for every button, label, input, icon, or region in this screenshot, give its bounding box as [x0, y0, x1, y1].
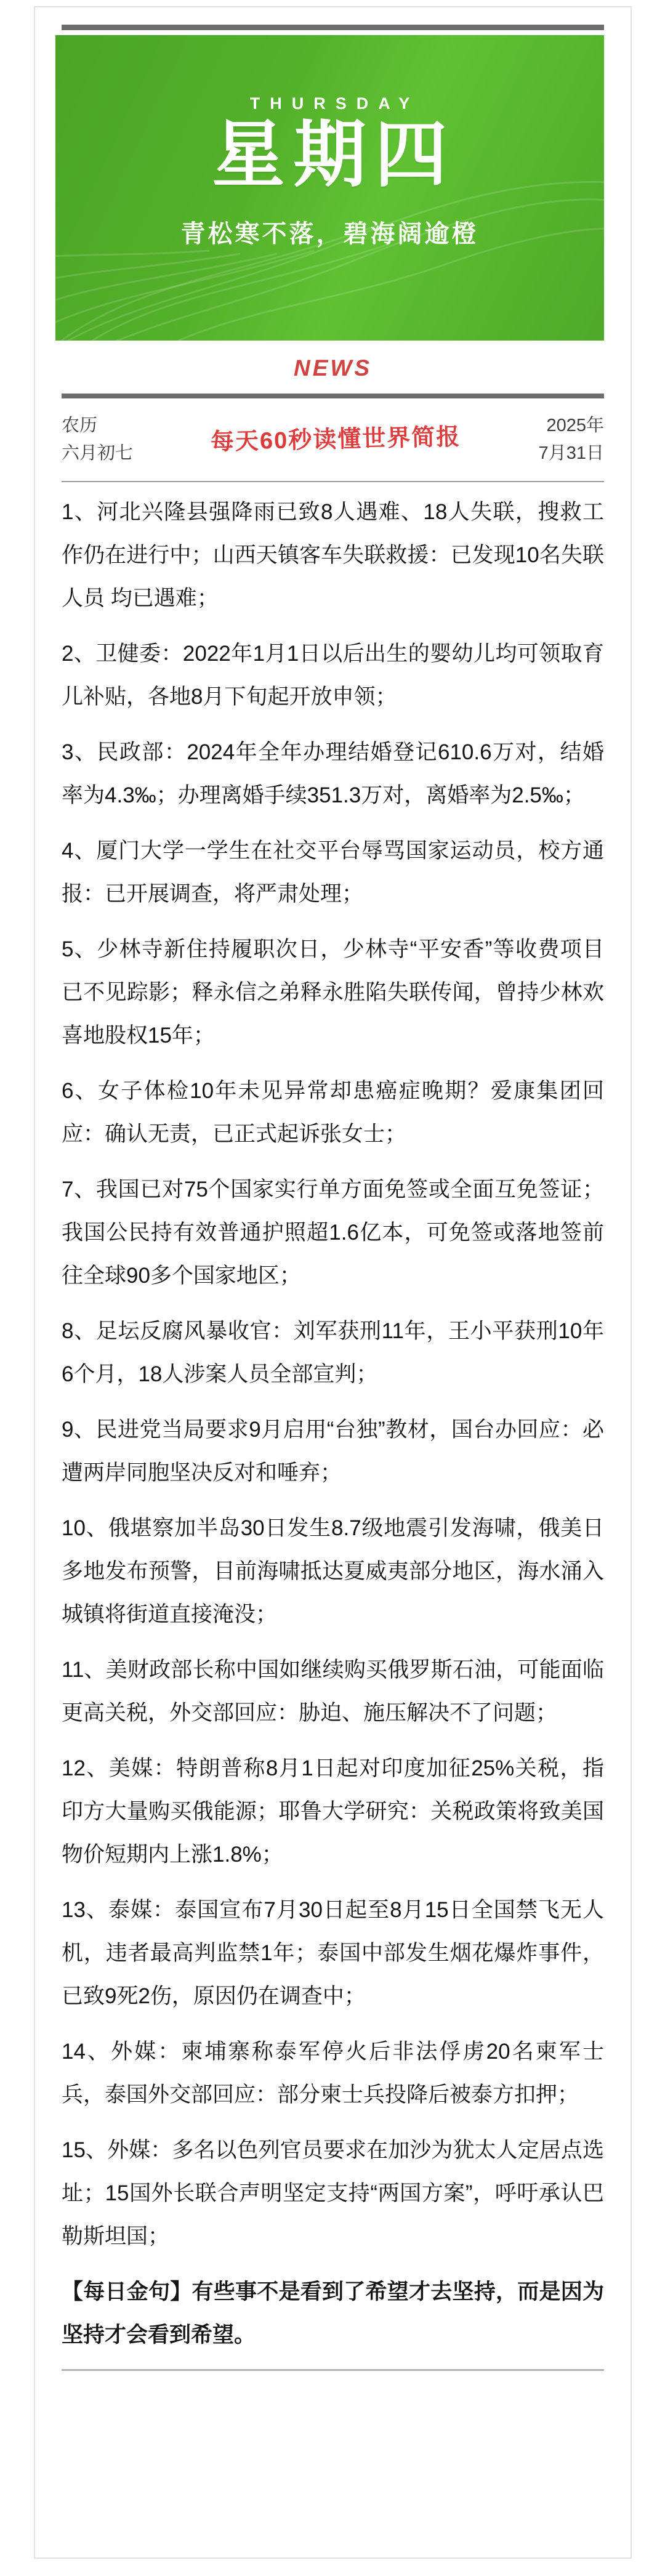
lunar-date [62, 412, 133, 467]
news-item: 10、俄堪察加半岛30日发生8.7级地震引发海啸，俄美日多地发布预警，目前海啸抵达夏威夷部分地区，海水涌入城镇将街道直接淹没； [62, 1516, 604, 1626]
bottom-divider [62, 2369, 604, 2371]
gregorian-date [539, 412, 604, 467]
top-divider-bar [62, 25, 604, 30]
news-item: 2、卫健委：2022年1月1日以后出生的婴幼儿均可领取育儿补贴，各地8月下旬起开放申领； [62, 642, 604, 709]
weekday-banner [55, 35, 604, 341]
article-card [34, 6, 632, 2559]
gregorian-day: 7月31日 [538, 443, 604, 463]
news-item: 9、民进党当局要求9月启用“台独”教材，国台办回应：必遭两岸同胞坚决反对和唾弃； [62, 1418, 604, 1485]
news-item: 8、足坛反腐风暴收官：刘军获刑11年，王小平获刑10年6个月，18人涉案人员全部宣判； [62, 1319, 604, 1386]
daily-quote: 【每日金句】有些事不是看到了希望才去坚持，而是因为坚持才会看到希望。 [62, 2280, 604, 2347]
dateline [62, 412, 604, 467]
news-item: 14、外媒：柬埔寨称泰军停火后非法俘虏20名柬军士兵，泰国外交部回应：部分柬士兵投降后被泰方扣押； [62, 2040, 604, 2107]
weekday-chinese: 星期四 [212, 115, 456, 196]
news-item: 12、美媒：特朗普称8月1日起对印度加征25%关税，指印方大量购买俄能源；耶鲁大学研究：关税政策将致美国物价短期内上涨1.8%； [62, 1756, 604, 1867]
news-item: 3、民政部：2024年全年办理结婚登记610.6万对，结婚率为4.3‰；办理离婚手续351.3万对，离婚率为2.5‰； [62, 740, 604, 807]
weekday-motto: 青松寒不落，碧海阔逾橙 [180, 220, 479, 248]
gregorian-year: 2025年 [546, 416, 604, 435]
news-item: 4、厦门大学一学生在社交平台辱骂国家运动员，校方通报：已开展调查，将严肃处理； [62, 839, 604, 906]
news-item: 7、我国已对75个国家实行单方面免签或全面互免签证；我国公民持有效普通护照超1.6亿本，可免签或落地签前往全球90多个国家地区； [62, 1177, 604, 1288]
news-item: 11、美财政部长称中国如继续购买俄罗斯石油，可能面临更高关税，外交部回应：胁迫、施压解决不了问题； [62, 1658, 604, 1725]
news-item: 13、泰媒：泰国宣布7月30日起至8月15日全国禁飞无人机，违者最高判监禁1年；泰国中部发生烟花爆炸事件，已致9死2伤，原因仍在调查中； [62, 1898, 604, 2008]
lunar-label: 农历 [62, 416, 98, 435]
dateline-divider [62, 481, 604, 482]
news-label: NEWS [294, 355, 372, 381]
news-list [62, 491, 604, 2357]
brief-title: 每天60秒读懂世界简报 [210, 424, 461, 455]
news-item: 1、河北兴隆县强降雨已致8人遇难、18人失联，搜救工作仍在进行中；山西天镇客车失联救援：已发现10名失联人员 均已遇难； [62, 500, 604, 610]
news-item: 5、少林寺新住持履职次日，少林寺“平安香”等收费项目已不见踪影；释永信之弟释永胜陷失联传闻，曾持少林欢喜地股权15年； [62, 937, 604, 1048]
news-item: 15、外媒：多名以色列官员要求在加沙为犹太人定居点选址；15国外长联合声明坚定支持“两国方案”，呼吁承认巴勒斯坦国； [62, 2138, 604, 2248]
news-item: 6、女子体检10年未见异常却患癌症晚期？爱康集团回应：确认无责，已正式起诉张女士； [62, 1079, 604, 1146]
weekday-english: THURSDAY [249, 94, 420, 113]
lunar-date-value: 六月初七 [62, 443, 134, 463]
header-divider-bar [62, 394, 604, 398]
